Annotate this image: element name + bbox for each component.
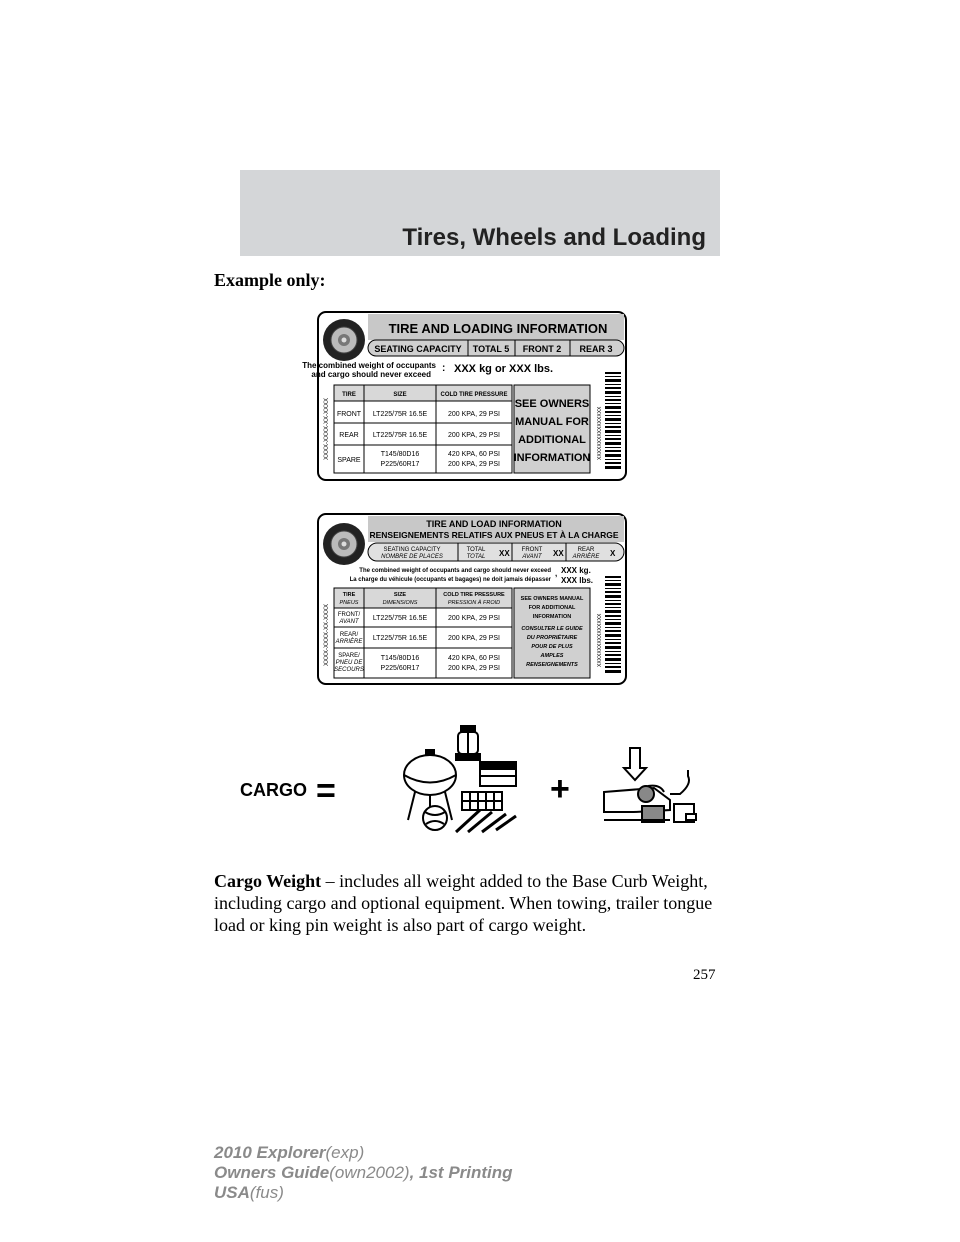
row-rear-tire: REAR [339, 432, 359, 439]
footer-guide: Owners Guide [214, 1163, 330, 1182]
right-code: XXXXXXXXXXXXXXXX [597, 613, 603, 667]
footer-model: 2010 Explorer [214, 1143, 326, 1162]
plus-sign: + [550, 770, 570, 808]
weight-line-1: The combined weight of occupants and cargo should never exceed [359, 568, 551, 574]
weight-line-2: La charge du véhicule (occupants et bagages) ne doit jamais dépasser [349, 577, 551, 583]
total-value: XX [499, 549, 510, 558]
col-tire-2: PNEUS [339, 600, 359, 606]
row-spare-size-2: P225/60R17 [380, 461, 420, 468]
right-code: XXXXXXXXXXXXXXXX [597, 406, 603, 460]
svg-text::: : [442, 363, 446, 374]
rear-1: REAR [577, 547, 595, 553]
see-7: AMPLES [540, 653, 564, 659]
row-rear-pressure: 200 KPA, 29 PSI [447, 635, 501, 642]
weight-value-2: XXX lbs. [561, 576, 594, 585]
side-code: XXXX-XXXX-XX-XXXX [324, 397, 330, 460]
see-3: INFORMATION [532, 614, 572, 620]
document-footer [214, 1143, 513, 1203]
row-rear-2: ARRIÈRE [335, 639, 363, 645]
row-spare-pressure-2: 200 KPA, 29 PSI [447, 461, 501, 468]
row-spare-3: SECOURS [334, 667, 364, 673]
seating-2: NOMBRE DE PLACES [381, 554, 443, 560]
front-seats: FRONT 2 [522, 344, 562, 354]
see-owners-2: MANUAL FOR [515, 416, 589, 428]
weight-line-1: The combined weight of occupants [302, 361, 436, 370]
tire-icon [323, 523, 365, 565]
example-label: Example only: [214, 270, 326, 290]
cargo-weight-description: – includes all weight added to the Base Curb Weight, including cargo and optional equipment. When towing, trailer tongue load or king pin weight is also part of cargo weight. [214, 871, 713, 935]
row-front-pressure: 200 KPA, 29 PSI [447, 615, 501, 622]
front-value: XX [553, 549, 564, 558]
weight-value: XXX kg or XXX lbs. [454, 363, 554, 375]
svg-text:,: , [555, 569, 558, 578]
row-front-1: FRONT/ [337, 612, 361, 618]
row-front-size: LT225/75R 16.5E [372, 615, 428, 622]
col-pressure: COLD TIRE PRESSURE [440, 392, 508, 398]
equals-sign: = [316, 772, 336, 810]
row-spare-2: PNEU DE [335, 660, 363, 666]
see-2: FOR ADDITIONAL [528, 605, 576, 611]
total-2: TOTAL [466, 554, 486, 560]
col-tire-1: TIRE [342, 592, 356, 598]
see-4: CONSULTER LE GUIDE [521, 626, 583, 632]
row-spare-tire: SPARE [337, 457, 361, 464]
row-spare-size-1: T145/80D16 [380, 655, 420, 662]
trailer-hitch-icon [604, 748, 696, 822]
rear-seats: REAR 3 [579, 344, 613, 354]
label-title: TIRE AND LOADING INFORMATION [388, 321, 608, 336]
rear-value: X [610, 549, 616, 558]
see-8: RENSEIGNEMENTS [526, 662, 578, 668]
cargo-weight-term: Cargo Weight [214, 871, 322, 891]
weight-value-1: XXX kg. [561, 566, 591, 575]
col-pressure-2: PRESSION À FROID [447, 600, 501, 606]
row-front-2: AVANT [339, 619, 359, 625]
cargo-illustration [230, 720, 710, 845]
footer-printing: , 1st Printing [409, 1163, 513, 1182]
row-spare-size-2: P225/60R17 [380, 665, 420, 672]
col-tire: TIRE [342, 392, 356, 398]
footer-market: USA [214, 1183, 250, 1202]
total-seats: TOTAL 5 [472, 344, 510, 354]
row-rear-size: LT225/75R 16.5E [372, 432, 428, 439]
col-size: SIZE [393, 392, 407, 398]
row-spare-1: SPARE/ [338, 653, 360, 659]
see-owners-4: INFORMATION [513, 452, 591, 464]
side-code: XXXX-XXXX-XX-XXXX [324, 603, 330, 666]
footer-market-code: (fus) [249, 1183, 284, 1202]
tire-loading-label-bilingual [316, 512, 628, 691]
see-owners-3: ADDITIONAL [518, 434, 586, 446]
see-6: POUR DE PLUS [531, 644, 573, 650]
row-spare-pressure-2: 200 KPA, 29 PSI [447, 665, 501, 672]
row-front-size: LT225/75R 16.5E [372, 411, 428, 418]
cargo-weight-paragraph [214, 870, 734, 936]
footer-model-code: (exp) [325, 1143, 365, 1162]
see-owners-1: SEE OWNERS [514, 398, 590, 410]
row-rear-1: REAR/ [339, 632, 359, 638]
cargo-label: CARGO [240, 780, 307, 800]
total-1: TOTAL [466, 547, 486, 553]
row-spare-size-1: T145/80D16 [380, 451, 420, 458]
col-size-1: SIZE [393, 592, 407, 598]
row-spare-pressure-1: 420 KPA, 60 PSI [447, 655, 501, 662]
footer-guide-code: (own2002) [329, 1163, 410, 1182]
row-front-tire: FRONT [336, 411, 362, 418]
row-front-pressure: 200 KPA, 29 PSI [447, 411, 501, 418]
seating-1: SEATING CAPACITY [383, 547, 441, 553]
col-pressure-1: COLD TIRE PRESSURE [443, 592, 505, 598]
row-rear-size: LT225/75R 16.5E [372, 635, 428, 642]
col-size-2: DIMENSIONS [382, 600, 418, 606]
front-1: FRONT [521, 547, 543, 553]
camping-gear-icon [404, 726, 516, 832]
row-rear-pressure: 200 KPA, 29 PSI [447, 432, 501, 439]
see-1: SEE OWNERS MANUAL [520, 596, 584, 602]
row-spare-pressure-1: 420 KPA, 60 PSI [447, 451, 501, 458]
front-2: AVANT [522, 554, 542, 560]
see-5: DU PROPRIÉTAIRE [526, 635, 578, 641]
weight-line-2: and cargo should never exceed [311, 370, 431, 379]
page-number: 257 [693, 967, 716, 983]
tire-loading-label-english [302, 310, 628, 487]
section-header [240, 170, 720, 256]
label-title-1: TIRE AND LOAD INFORMATION [426, 519, 562, 529]
section-title: Tires, Wheels and Loading [402, 224, 706, 251]
rear-2: ARRIÈRE [572, 554, 600, 560]
tire-icon [323, 319, 365, 361]
label-title-2: RENSEIGNEMENTS RELATIFS AUX PNEUS ET À LA CHARGE [369, 530, 619, 540]
seating-capacity-label: SEATING CAPACITY [374, 344, 462, 354]
